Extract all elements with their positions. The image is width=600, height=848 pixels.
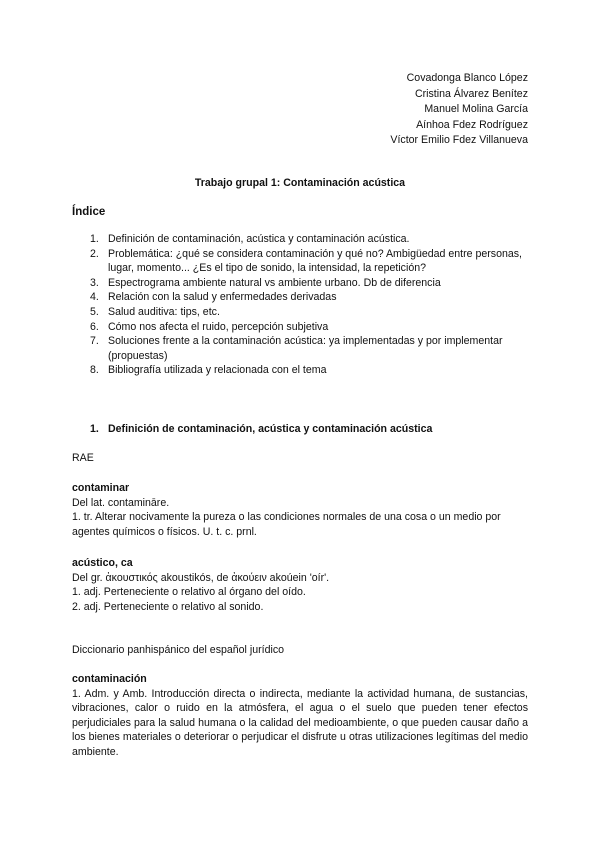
author-list xyxy=(390,71,528,149)
entry-definition: 2. adj. Perteneciente o relativo al sonido. xyxy=(72,600,264,613)
toc-item xyxy=(72,305,528,320)
toc-item xyxy=(72,232,528,247)
entry-etymology: Del lat. contamināre. xyxy=(72,496,170,509)
entry-definition: 1. Adm. y Amb. Introducción directa o indirecta, mediante la actividad humana, de sustancias, vibraciones, calor o ruido en la atmósfera, el agua o el suelo que pueden tener efectos perjudiciales para la salud humana o la calidad del medioambiente, o que pueden causar daño a los bienes materiales o deteriorar o perjudicar el disfrute u otras utilizaciones legítimas del medio ambiente. xyxy=(72,687,528,758)
entry-term: acústico, ca xyxy=(72,557,133,569)
author-name: Cristina Álvarez Benítez xyxy=(414,87,528,100)
author-name: Víctor Emilio Fdez Villanueva xyxy=(390,134,528,146)
toc-item-number: 3. xyxy=(90,276,99,289)
toc-item xyxy=(72,276,528,291)
index-heading: Índice xyxy=(72,206,106,218)
toc-item-number: 7. xyxy=(90,335,99,348)
section-number: 1. xyxy=(90,423,99,435)
toc-item xyxy=(72,290,528,305)
toc-item xyxy=(72,320,528,335)
toc-item-text: Problemática: ¿qué se considera contaminación y qué no? Ambigüedad entre personas, lugar, momento... ¿Es el tipo de sonido, la intensidad, la repetición? xyxy=(108,247,522,275)
toc-item-text: Soluciones frente a la contaminación acústica: ya implementadas y por implementar (propuestas) xyxy=(108,335,503,362)
toc-item-number: 2. xyxy=(90,247,99,260)
source-label-rae: RAE xyxy=(72,452,94,464)
toc-item-number: 4. xyxy=(90,291,99,304)
toc-item-number: 5. xyxy=(90,305,99,318)
entry-contaminar xyxy=(72,481,528,539)
toc-item-number: 1. xyxy=(90,233,99,245)
entry-etymology: Del gr. ἀκουστικός akoustikós, de ἀκούειν akoúein 'oír'. xyxy=(72,571,330,584)
toc-item-number: 6. xyxy=(90,320,99,333)
entry-definition: 1. tr. Alterar nocivamente la pureza o las condiciones normales de una cosa o un medio por agentes químicos o físicos. U. t. c. prnl. xyxy=(72,511,501,538)
toc-item xyxy=(72,363,528,378)
author-name: Manuel Molina García xyxy=(424,103,528,115)
source-label-dpej: Diccionario panhispánico del español jurídico xyxy=(72,644,285,656)
toc-item-text: Definición de contaminación, acústica y contaminación acústica. xyxy=(108,233,410,245)
section-title: Definición de contaminación, acústica y contaminación acústica xyxy=(108,423,433,435)
table-of-contents xyxy=(72,232,528,378)
toc-item-text: Espectrograma ambiente natural vs ambiente urbano. Db de diferencia xyxy=(108,276,441,289)
section-heading xyxy=(90,422,432,437)
toc-item-text: Relación con la salud y enfermedades derivadas xyxy=(108,291,337,304)
entry-acustico xyxy=(72,556,528,614)
toc-item-text: Salud auditiva: tips, etc. xyxy=(108,305,220,318)
entry-definition: 1. adj. Perteneciente o relativo al órgano del oído. xyxy=(72,586,306,599)
toc-item-text: Bibliografía utilizada y relacionada con el tema xyxy=(108,364,327,377)
document-title: Trabajo grupal 1: Contaminación acústica xyxy=(194,177,406,189)
toc-item-number: 8. xyxy=(90,364,99,377)
author-name: Aínhoa Fdez Rodríguez xyxy=(416,118,528,131)
toc-item-text: Cómo nos afecta el ruido, percepción subjetiva xyxy=(108,320,329,333)
entry-term: contaminación xyxy=(72,673,147,685)
author-name: Covadonga Blanco López xyxy=(406,72,528,84)
entry-term: contaminar xyxy=(72,482,130,494)
entry-contaminacion xyxy=(72,672,528,760)
toc-item xyxy=(72,334,528,363)
toc-item xyxy=(72,247,528,276)
